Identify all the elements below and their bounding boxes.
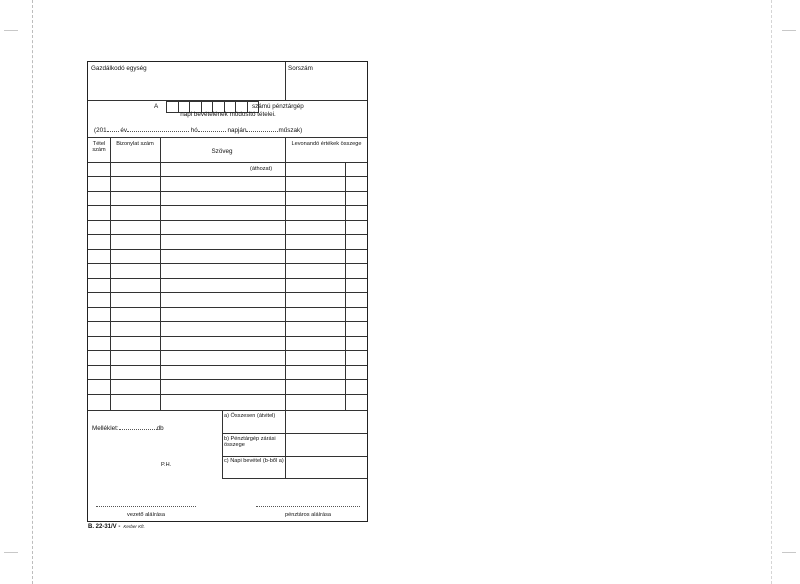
crop-mark	[782, 30, 796, 31]
crop-mark	[4, 552, 18, 553]
cash-register-form	[87, 61, 368, 522]
manager-signature-label: vezető aláírása	[127, 512, 165, 518]
sum-a-label: a) Összesen (átvitel)	[224, 413, 276, 419]
form-code: B. 22-31/V - Kerber Kft.	[88, 524, 145, 530]
crop-mark	[4, 30, 18, 31]
column-szoveg-header: Szöveg	[211, 148, 233, 155]
title-line2: napi bevételének módosító tételei.	[180, 111, 276, 118]
melleklet-line: Melléklet: db	[92, 425, 164, 432]
column-tetel-header: Tétel szám	[92, 141, 106, 154]
stamp-label: P.H.	[161, 462, 172, 468]
perforation-line	[771, 0, 772, 584]
date-line: (201 év hó napján műszak)	[94, 127, 303, 134]
cashier-signature-label: pénztáros aláírása	[284, 512, 332, 518]
title-prefix: A	[154, 103, 159, 110]
crop-mark	[782, 552, 796, 553]
unit-label: Gazdálkodó egység	[91, 65, 147, 72]
title-suffix: számú pénztárgép	[252, 103, 304, 110]
perforation-line	[32, 0, 33, 584]
sum-c-label: c) Napi bevétel (b-ből a)	[224, 458, 284, 464]
column-levonando-header: Levonandó értékek összege	[291, 141, 362, 147]
column-bizonylat-header: Bizonylat szám	[116, 141, 154, 147]
serial-label: Sorszám	[288, 65, 313, 72]
sum-b-label: b) Pénztárgép zárási összege	[224, 436, 276, 449]
athozat-label: (áthozat)	[250, 166, 273, 172]
